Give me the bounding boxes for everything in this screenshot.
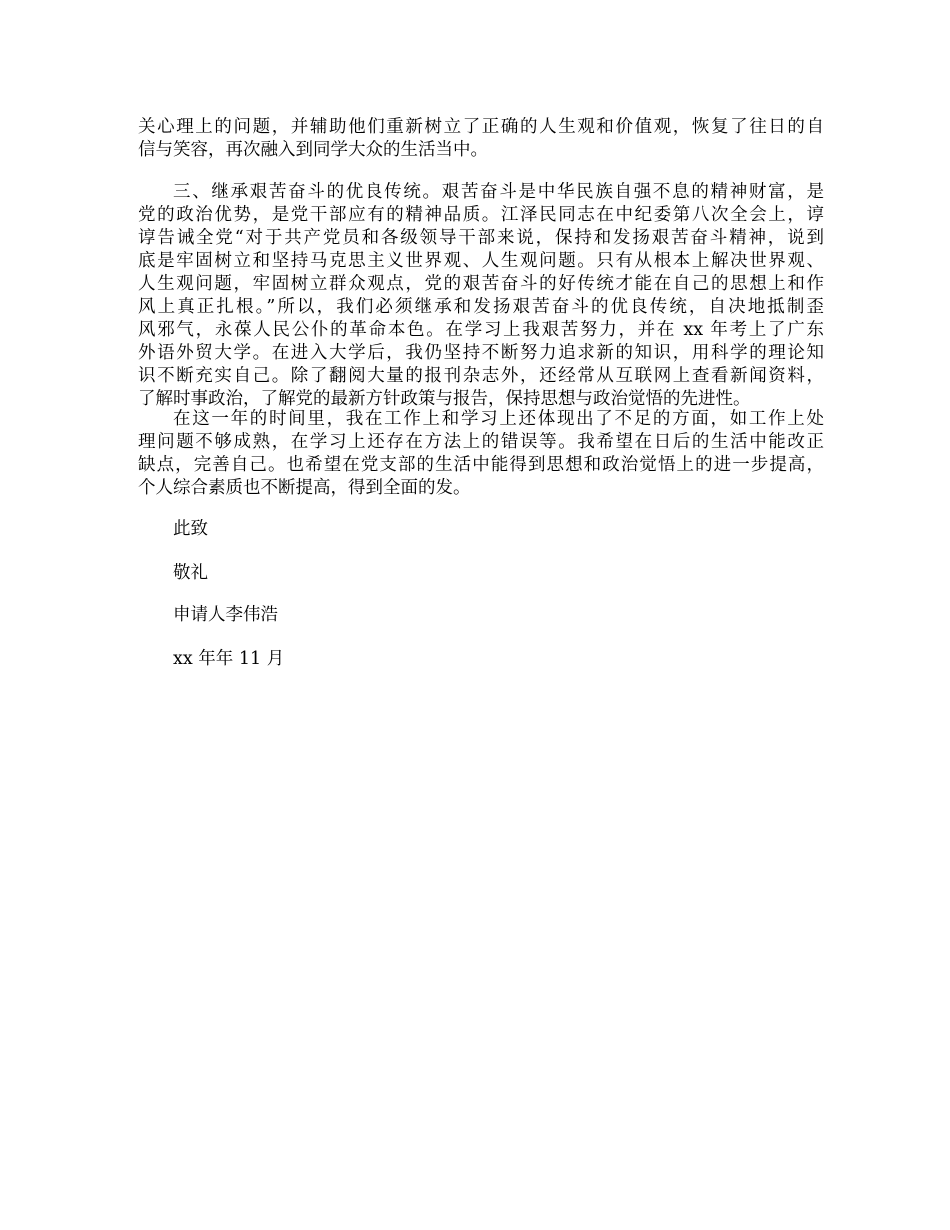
date-line: xx 年年 11 月 bbox=[173, 649, 285, 669]
text-line: 外语外贸大学。在进入大学后，我仍坚持不断努力追求新的知识，用科学的理论知 bbox=[138, 343, 824, 363]
text-line: 风上真正扎根。”所以，我们必须继承和发扬艰苦奋斗的优良传统，自决地抵制歪 bbox=[138, 297, 824, 317]
text-line: 三、继承艰苦奋斗的优良传统。艰苦奋斗是中华民族自强不息的精神财富，是 bbox=[173, 182, 824, 202]
text-line: 个人综合素质也不断提高，得到全面的发。 bbox=[138, 478, 471, 498]
text-line: 党的政治优势，是党干部应有的精神品质。江泽民同志在中纪委第八次全会上，谆 bbox=[138, 205, 824, 225]
text-line: 缺点，完善自己。也希望在党支部的生活中能得到思想和政治觉悟上的进一步提高， bbox=[138, 455, 824, 475]
applicant-name: 申请人李伟浩 bbox=[173, 605, 278, 625]
salutation-jing-li: 敬礼 bbox=[173, 563, 208, 583]
text-line: 了解时事政治，了解党的最新方针政策与报告，保持思想与政治觉悟的先进性。 bbox=[138, 389, 751, 409]
text-line: 谆告诫全党“对于共产党员和各级领导干部来说，保持和发扬艰苦奋斗精神，说到 bbox=[138, 228, 824, 248]
text-line: 底是牢固树立和坚持马克思主义世界观、人生观问题。只有从根本上解决世界观、 bbox=[138, 251, 824, 271]
paragraph-four bbox=[138, 408, 824, 500]
salutation-ci-zhi: 此致 bbox=[173, 519, 208, 539]
text-line: 在这一年的时间里，我在工作上和学习上还体现出了不足的方面，如工作上处 bbox=[173, 409, 824, 429]
paragraph-continuation bbox=[138, 116, 824, 162]
text-line: 关心理上的问题，并辅助他们重新树立了正确的人生观和价值观，恢复了往日的自 bbox=[138, 117, 824, 137]
text-line: 风邪气，永葆人民公仆的革命本色。在学习上我艰苦努力，并在 xx 年考上了广东 bbox=[138, 320, 824, 340]
text-line: 信与笑容，再次融入到同学大众的生活当中。 bbox=[138, 140, 488, 160]
text-line: 理问题不够成熟，在学习上还存在方法上的错误等。我希望在日后的生活中能改正 bbox=[138, 432, 824, 452]
text-line: 人生观问题，牢固树立群众观点，党的艰苦奋斗的好传统才能在自己的思想上和作 bbox=[138, 274, 824, 294]
text-line: 识不断充实自己。除了翻阅大量的报刊杂志外，还经常从互联网上查看新闻资料， bbox=[138, 366, 824, 386]
paragraph-three bbox=[138, 181, 824, 411]
